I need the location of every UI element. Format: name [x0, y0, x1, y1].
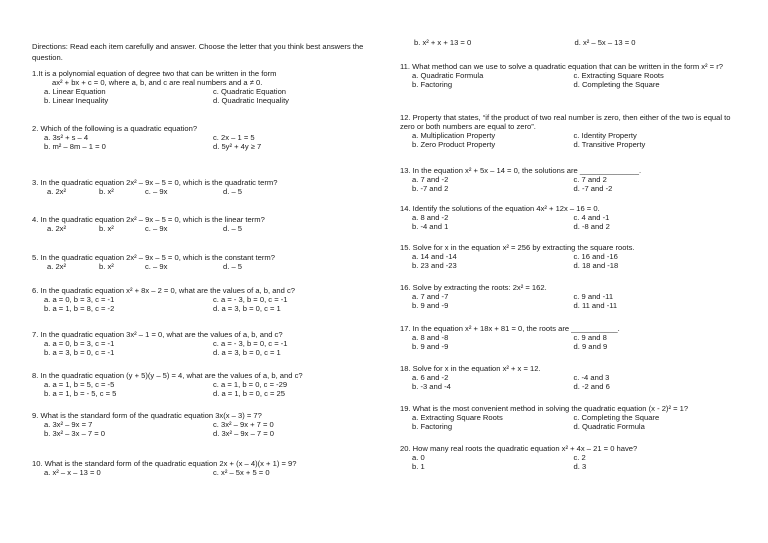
answer-choice: d. Transitive Property	[573, 140, 646, 150]
answer-choice: d. Completing the Square	[573, 80, 660, 90]
answer-choice: b. x²	[99, 187, 114, 197]
answer-choice: b. Linear Inequality	[44, 96, 109, 106]
answer-choice: a. 14 and -14	[412, 252, 457, 262]
answer-choices	[32, 262, 382, 271]
answer-choice: b. -7 and 2	[412, 184, 449, 194]
answer-choices	[32, 468, 382, 477]
question-subtext: ax² + bx + c = 0, where a, b, and c are real numbers and a ≠ 0.	[52, 78, 263, 88]
question-q12	[400, 113, 735, 149]
answer-choice: d. x² – 5x – 13 = 0	[574, 38, 636, 47]
question-q14	[400, 204, 735, 231]
answer-choice: a. 3s² + s – 4	[44, 133, 89, 143]
question-q8	[32, 371, 382, 398]
answer-choice: d. 18 and -18	[573, 261, 619, 271]
answer-choices	[400, 131, 735, 149]
question-stem: 3. In the quadratic equation 2x² – 9x – 5 = 0, which is the quadratic term?	[32, 178, 278, 187]
answer-choices	[400, 175, 735, 193]
answer-choice: d. – 5	[223, 224, 242, 234]
answer-choice: c. -4 and 3	[573, 373, 610, 383]
answer-choice: b. a = 1, b = 8, c = -2	[44, 304, 115, 314]
question-q11	[400, 62, 735, 89]
answer-choice: c. – 9x	[145, 224, 168, 234]
answer-choices	[32, 420, 382, 438]
question-stem: 10. What is the standard form of the quadratic equation 2x + (x – 4)(x + 1) = 9?	[32, 459, 297, 468]
answer-choices	[32, 133, 382, 151]
answer-choice: d. a = 3, b = 0, c = 1	[213, 304, 281, 314]
answer-choice: b. a = 1, b = - 5, c = 5	[44, 389, 117, 399]
answer-choice: a. 7 and -7	[412, 292, 449, 302]
question-stem: 12. Property that states, “if the product of two real number is zero, then either of the two is equal to zero or both numbers are equal to zero”.	[400, 113, 731, 132]
answer-choice: a. 3x² – 9x = 7	[44, 420, 93, 430]
answer-choice: c. 4 and -1	[573, 213, 610, 223]
question-q18	[400, 364, 735, 391]
question-stem: 1.It is a polynomial equation of degree two that can be written in the form	[32, 69, 277, 78]
answer-choice: c. 16 and -16	[573, 252, 618, 262]
answer-choice: d. -7 and -2	[573, 184, 613, 194]
question-stem: 14. Identify the solutions of the equation 4x² + 12x – 16 = 0.	[400, 204, 600, 213]
question-q2	[32, 124, 382, 151]
answer-choice: b. 9 and -9	[412, 342, 449, 352]
answer-choice: d. 9 and 9	[573, 342, 608, 352]
answer-choice: c. 7 and 2	[573, 175, 607, 185]
answer-choice: c. – 9x	[145, 187, 168, 197]
question-stem: 16. Solve by extracting the roots: 2x² = 162.	[400, 283, 547, 292]
question-q6	[32, 286, 382, 313]
answer-choice: c. 3x² – 9x + 7 = 0	[213, 420, 274, 430]
question-q19	[400, 404, 735, 431]
question-stem: 15. Solve for x in the equation x² = 256 by extracting the square roots.	[400, 243, 635, 252]
answer-choice: a. Multiplication Property	[412, 131, 496, 141]
answer-choice: a. a = 1, b = 5, c = -5	[44, 380, 115, 390]
answer-choice: a. Extracting Square Roots	[412, 413, 503, 423]
question-stem: 4. In the quadratic equation 2x² – 9x – 5 = 0, which is the linear term?	[32, 215, 265, 224]
answer-choice: d. a = 1, b = 0, c = 25	[213, 389, 285, 399]
question-q1	[32, 69, 382, 105]
answer-choice: c. 2	[573, 453, 586, 463]
answer-choice: b. 3x² – 3x – 7 = 0	[44, 429, 105, 439]
question-stem: 7. In the quadratic equation 3x² – 1 = 0, what are the values of a, b, and c?	[32, 330, 283, 339]
answer-choice: d. – 5	[223, 187, 242, 197]
answer-choice: b. Factoring	[412, 422, 453, 432]
question-q4	[32, 215, 382, 233]
answer-choice: c. Quadratic Equation	[213, 87, 287, 97]
question-stem: 2. Which of the following is a quadratic equation?	[32, 124, 198, 133]
answer-choice: d. -2 and 6	[573, 382, 610, 392]
answer-choice: b. -4 and 1	[412, 222, 449, 232]
question-q10	[32, 459, 382, 477]
answer-choice: b. x²	[99, 262, 114, 272]
question-stem: 20. How many real roots the quadratic equation x² + 4x – 21 = 0 have?	[400, 444, 638, 453]
answer-choice: d. -8 and 2	[573, 222, 610, 232]
answer-choice: d. 11 and -11	[573, 301, 618, 311]
answer-choices	[400, 38, 735, 47]
answer-choice: a. Linear Equation	[44, 87, 106, 97]
answer-choices	[32, 224, 382, 233]
answer-choice: d. Quadratic Inequality	[213, 96, 289, 106]
answer-choice: d. Quadratic Formula	[573, 422, 645, 432]
answer-choice: c. x² – 5x + 5 = 0	[213, 468, 270, 478]
answer-choice: a. 2x²	[47, 262, 66, 272]
answer-choices	[400, 413, 735, 431]
question-q20	[400, 444, 735, 471]
answer-choices	[32, 295, 382, 313]
answer-choice: d. 5y² + 4y ≥ 7	[213, 142, 262, 152]
answer-choice: c. Extracting Square Roots	[573, 71, 664, 81]
answer-choice: c. a = - 3, b = 0, c = -1	[213, 295, 288, 305]
answer-choice: b. Factoring	[412, 80, 453, 90]
answer-choices	[400, 453, 735, 471]
question-stem: 18. Solve for x in the equation x² + x = 12.	[400, 364, 541, 373]
question-stem: 8. In the quadratic equation (y + 5)(y – 5) = 4, what are the values of a, b, and c?	[32, 371, 303, 380]
answer-choice: d. a = 3, b = 0, c = 1	[213, 348, 281, 358]
answer-choices	[32, 187, 382, 196]
question-stem: 13. In the equation x² + 5x – 14 = 0, the solutions are ______________.	[400, 166, 642, 175]
answer-choice: b. Zero Product Property	[412, 140, 496, 150]
question-q15	[400, 243, 735, 270]
answer-choice: c. – 9x	[145, 262, 168, 272]
answer-choice: a. 8 and -8	[412, 333, 449, 343]
question-q10b	[400, 38, 735, 47]
answer-choice: c. 9 and 8	[573, 333, 607, 343]
answer-choice: c. 9 and -11	[573, 292, 614, 302]
answer-choice: c. a = - 3, b = 0, c = -1	[213, 339, 288, 349]
answer-choice: a. 6 and -2	[412, 373, 449, 383]
answer-choices	[32, 380, 382, 398]
question-q17	[400, 324, 735, 351]
answer-choices	[400, 71, 735, 89]
answer-choice: c. Identity Property	[573, 131, 637, 141]
answer-choice: d. – 5	[223, 262, 242, 272]
answer-choice: b. m² – 8m – 1 = 0	[44, 142, 106, 152]
question-stem: 9. What is the standard form of the quadratic equation 3x(x – 3) = 7?	[32, 411, 262, 420]
question-stem: 19. What is the most convenient method in solving the quadratic equation (x - 2)² = 1?	[400, 404, 689, 413]
answer-choice: c. a = 1, b = 0, c = -29	[213, 380, 288, 390]
answer-choice: a. 8 and -2	[412, 213, 449, 223]
question-stem: 5. In the quadratic equation 2x² – 9x – 5 = 0, which is the constant term?	[32, 253, 275, 262]
question-q13	[400, 166, 735, 193]
answer-choices	[400, 373, 735, 391]
directions-text: Directions: Read each item carefully and answer. Choose the letter that you think best answers the question.	[32, 41, 364, 62]
answer-choice: a. a = 0, b = 3, c = -1	[44, 339, 115, 349]
answer-choices	[400, 252, 735, 270]
answer-choices	[32, 339, 382, 357]
answer-choice: b. x² + x + 13 = 0	[414, 38, 472, 47]
answer-choice: a. 0	[412, 453, 425, 463]
answer-choice: a. 2x²	[47, 187, 66, 197]
answer-choice: b. x²	[99, 224, 114, 234]
answer-choice: d. 3	[573, 462, 587, 472]
question-stem: 6. In the quadratic equation x² + 8x – 2 = 0, what are the values of a, b, and c?	[32, 286, 296, 295]
question-q7	[32, 330, 382, 357]
question-q9	[32, 411, 382, 438]
answer-choice: a. x² – x – 13 = 0	[44, 468, 101, 478]
question-q5	[32, 253, 382, 271]
answer-choice: c. 2x – 1 = 5	[213, 133, 255, 143]
answer-choices	[400, 333, 735, 351]
question-stem: 11. What method can we use to solve a quadratic equation that can be written in the form x² = r?	[400, 62, 723, 71]
answer-choices	[400, 213, 735, 231]
answer-choice: b. 1	[412, 462, 425, 472]
answer-choice: b. -3 and -4	[412, 382, 451, 392]
answer-choice: d. 3x² – 9x – 7 = 0	[213, 429, 274, 439]
answer-choice: a. Quadratic Formula	[412, 71, 484, 81]
answer-choices	[32, 87, 382, 105]
answer-choice: b. a = 3, b = 0, c = -1	[44, 348, 115, 358]
answer-choice: b. 23 and -23	[412, 261, 457, 271]
question-q16	[400, 283, 735, 310]
answer-choice: a. a = 0, b = 3, c = -1	[44, 295, 115, 305]
answer-choice: a. 7 and -2	[412, 175, 449, 185]
question-stem: 17. In the equation x² + 18x + 81 = 0, the roots are ___________.	[400, 324, 620, 333]
answer-choice: b. 9 and -9	[412, 301, 449, 311]
question-q3	[32, 178, 382, 196]
answer-choices	[400, 292, 735, 310]
answer-choice: a. 2x²	[47, 224, 66, 234]
answer-choice: c. Completing the Square	[573, 413, 660, 423]
